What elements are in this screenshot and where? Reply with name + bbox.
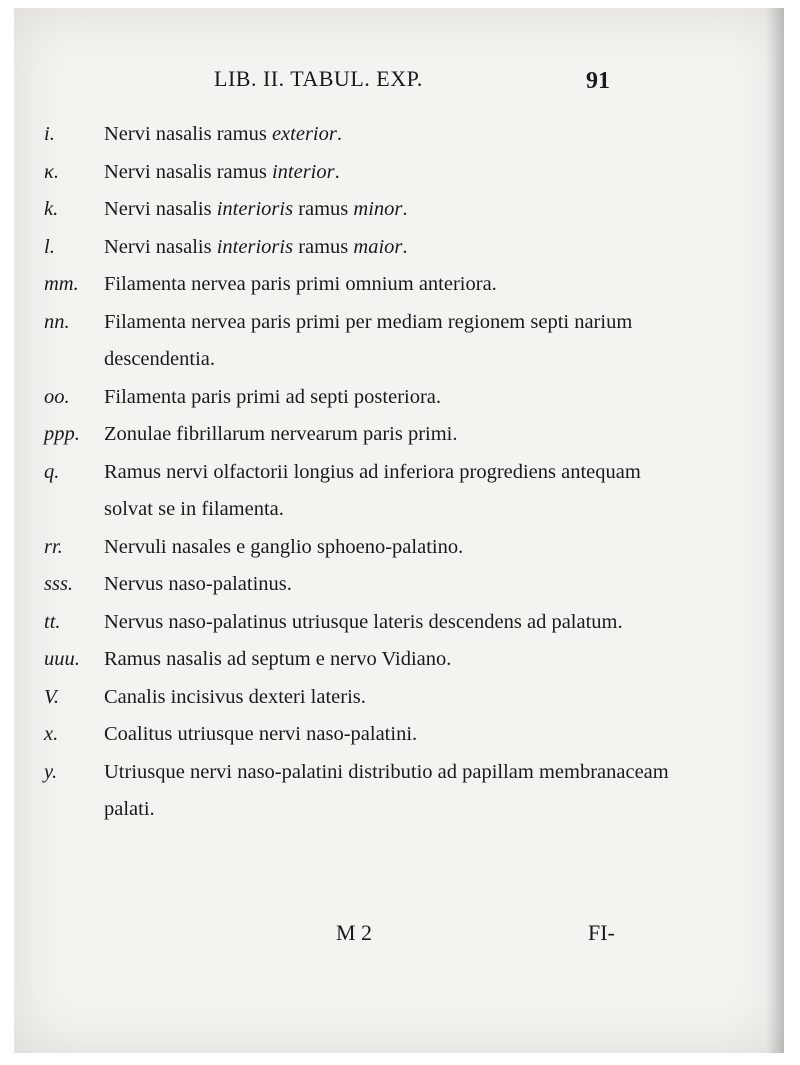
entry-key: i.	[44, 123, 55, 145]
legend-entry	[44, 454, 684, 529]
legend-entry	[44, 529, 684, 567]
legend-entry	[44, 379, 684, 417]
entry-fragment: Nervi nasalis ramus	[104, 123, 272, 145]
entry-fragment: ramus	[293, 235, 354, 258]
entry-key: oo.	[44, 385, 70, 408]
entry-fragment: Ramus nervi olfactorii longius ad inferiora progrediens antequam solvat se in filamenta.	[104, 460, 641, 520]
entry-text	[104, 686, 366, 708]
entry-key: k.	[44, 198, 59, 220]
entry-key: κ.	[44, 160, 59, 183]
entry-emphasis: interioris	[216, 235, 294, 258]
entry-text	[104, 311, 632, 371]
entry-text	[104, 236, 408, 258]
legend-entry	[44, 716, 684, 754]
entry-text	[104, 273, 497, 295]
entry-text	[104, 123, 342, 145]
legend-entry	[44, 566, 684, 604]
legend-entry	[44, 304, 684, 379]
entry-text	[104, 723, 417, 745]
entry-key: V.	[44, 685, 60, 708]
entry-text	[104, 198, 408, 220]
entry-key: ppp.	[44, 423, 80, 445]
entry-text	[104, 611, 623, 633]
entry-key: l.	[44, 235, 55, 258]
entry-emphasis: exterior	[271, 123, 337, 145]
entry-key: y.	[44, 760, 58, 783]
entry-text	[104, 536, 463, 558]
entry-fragment: Filamenta nervea paris primi per mediam regionem septi narium descendentia.	[104, 310, 633, 370]
entry-fragment: Canalis incisivus dexteri lateris.	[104, 685, 366, 708]
entry-text	[104, 761, 669, 821]
legend-entry	[44, 679, 684, 717]
signature-mark: M 2	[336, 920, 373, 945]
catchword: FI-	[588, 920, 615, 945]
entry-key: sss.	[44, 573, 74, 595]
entry-text	[104, 573, 292, 595]
entry-emphasis: interior	[271, 160, 335, 183]
entry-fragment: Nervus naso-palatinus utriusque lateris descendens ad palatum.	[104, 610, 623, 633]
legend-entry	[44, 154, 684, 192]
entry-fragment: .	[402, 198, 408, 220]
entry-key: q.	[44, 460, 60, 483]
entry-key: tt.	[44, 610, 61, 633]
legend-list	[44, 116, 684, 829]
legend-entry	[44, 641, 684, 679]
running-title: LIB. II. TABUL. EXP.	[214, 66, 423, 91]
entry-emphasis: interioris	[216, 198, 294, 220]
entry-text	[104, 386, 441, 408]
legend-entry	[44, 416, 684, 454]
entry-fragment: Coalitus utriusque nervi naso-palatini.	[104, 723, 418, 745]
entry-key: x.	[44, 723, 59, 745]
entry-emphasis: minor	[353, 198, 403, 220]
entry-key: mm.	[44, 273, 79, 295]
page-number: 91	[586, 68, 610, 94]
entry-text	[104, 461, 641, 521]
legend-entry	[44, 266, 684, 304]
entry-key: rr.	[44, 535, 63, 558]
entry-fragment: Ramus nasalis ad septum e nervo Vidiano.	[104, 648, 452, 670]
entry-fragment: Filamenta paris primi ad septi posteriora.	[104, 385, 442, 408]
entry-text	[104, 648, 451, 670]
entry-fragment: Filamenta nervea paris primi omnium anteriora.	[104, 273, 497, 295]
entry-fragment: Nervi nasalis	[104, 198, 217, 220]
legend-entry	[44, 754, 684, 829]
legend-entry	[44, 604, 684, 642]
legend-entry	[44, 229, 684, 267]
entry-key: uuu.	[44, 648, 80, 670]
entry-fragment: .	[334, 160, 340, 183]
entry-emphasis: maior	[353, 235, 403, 258]
entry-key: nn.	[44, 310, 70, 333]
entry-text	[104, 161, 340, 183]
entry-fragment: Nervuli nasales e ganglio sphoeno-palatino.	[104, 535, 464, 558]
entry-fragment: .	[336, 123, 342, 145]
entry-fragment: ramus	[293, 198, 354, 220]
entry-text	[104, 423, 458, 445]
legend-entry	[44, 191, 684, 229]
entry-fragment: Nervi nasalis ramus	[104, 160, 272, 183]
entry-fragment: Nervus naso-palatinus.	[104, 573, 292, 595]
entry-fragment: .	[402, 235, 408, 258]
entry-fragment: Utriusque nervi naso-palatini distributio ad papillam membranaceam palati.	[104, 760, 669, 820]
entry-fragment: Nervi nasalis	[104, 235, 217, 258]
legend-entry	[44, 116, 684, 154]
entry-fragment: Zonulae fibrillarum nervearum paris primi.	[104, 423, 458, 445]
book-page	[14, 8, 784, 1053]
